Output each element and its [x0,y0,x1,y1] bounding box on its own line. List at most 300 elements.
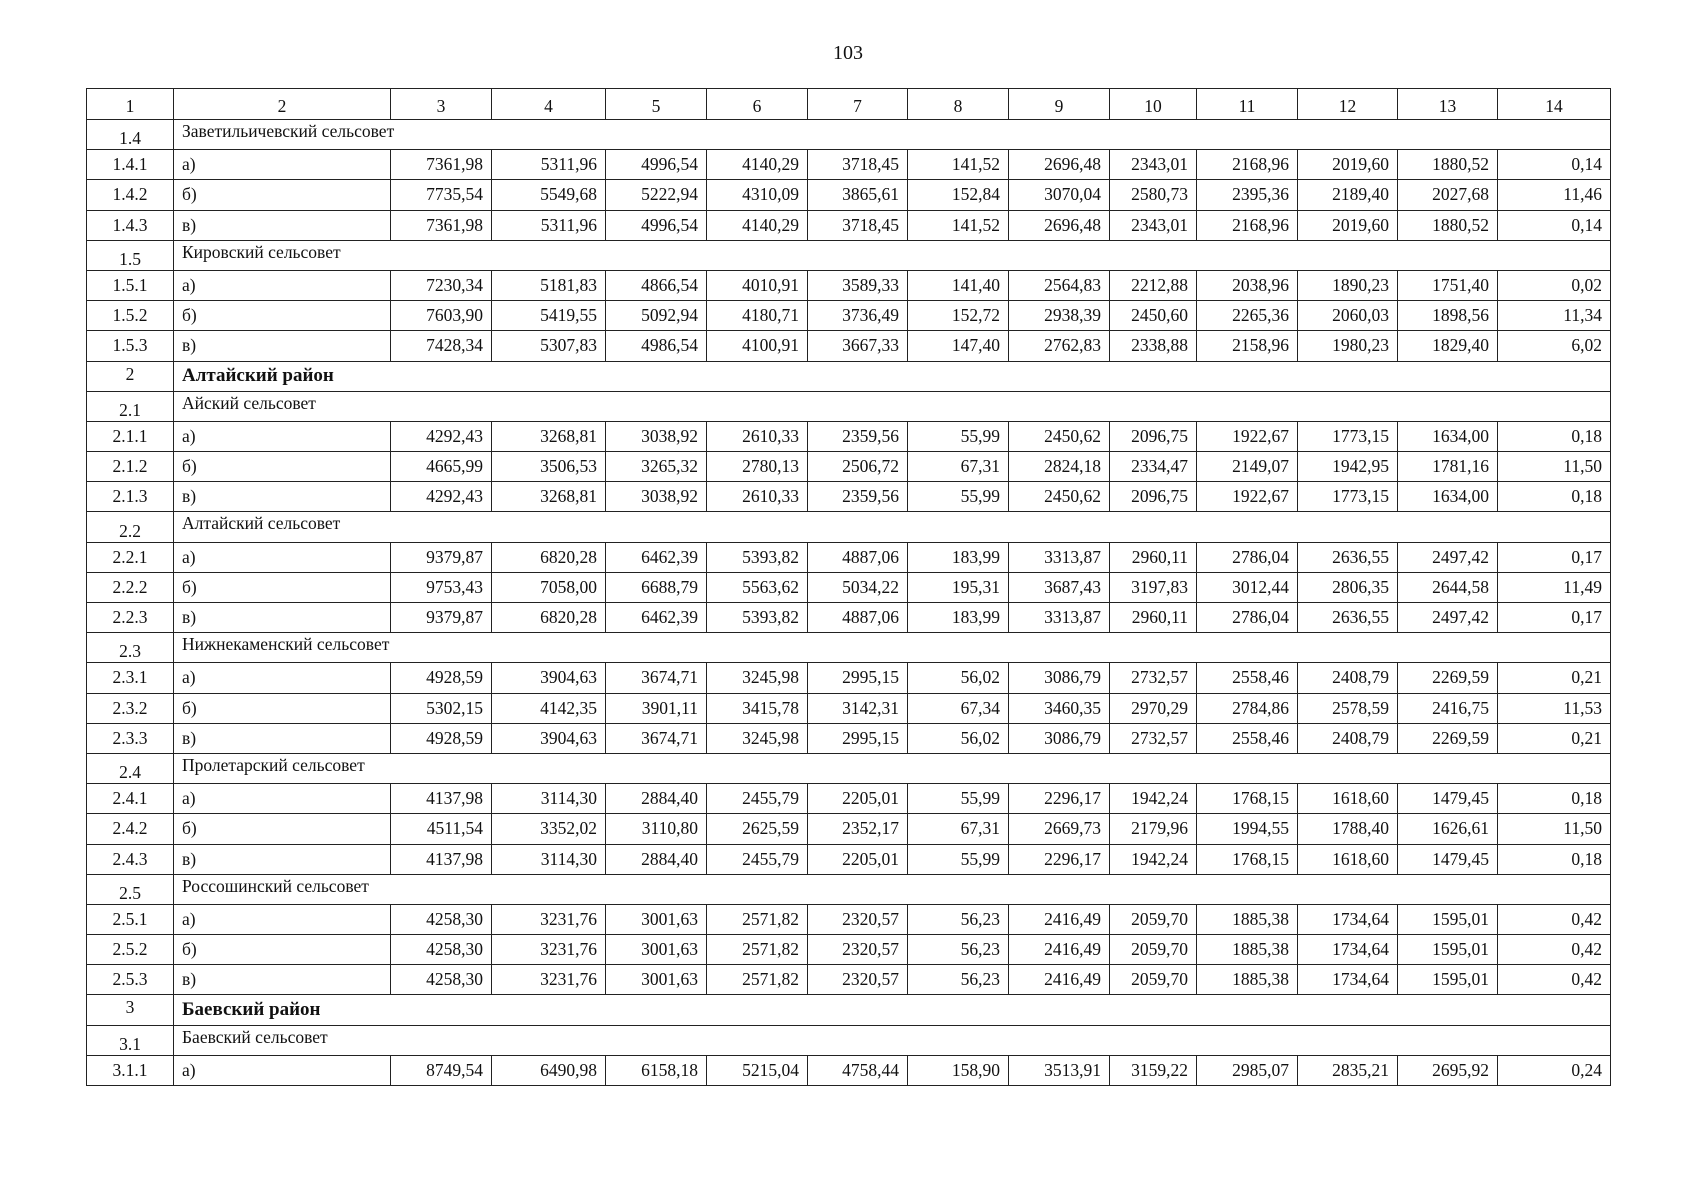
value-cell: 0,21 [1498,723,1611,753]
value-cell: 2960,11 [1110,603,1197,633]
value-cell: 0,17 [1498,542,1611,572]
settlement-name: Пролетарский сельсовет [174,753,1611,783]
row-code: 2.4.3 [87,844,174,874]
value-cell: 56,23 [908,904,1009,934]
table-row [87,844,1611,874]
value-cell: 5549,68 [492,180,606,210]
value-cell: 3268,81 [492,421,606,451]
value-cell: 195,31 [908,572,1009,602]
value-cell: 2506,72 [808,452,908,482]
settlement-name: Баевский сельсовет [174,1025,1611,1055]
value-cell: 2938,39 [1009,301,1110,331]
value-cell: 6820,28 [492,603,606,633]
table-row [87,904,1611,934]
section-row [87,874,1611,904]
value-cell: 3231,76 [492,935,606,965]
settlement-name: Кировский сельсовет [174,240,1611,270]
value-cell: 2320,57 [808,904,908,934]
district-name: Баевский район [174,995,1611,1025]
value-cell: 11,34 [1498,301,1611,331]
row-code: 1.4.2 [87,180,174,210]
value-cell: 3736,49 [808,301,908,331]
value-cell: 3086,79 [1009,663,1110,693]
value-cell: 0,14 [1498,150,1611,180]
table-row [87,663,1611,693]
row-code: 2.5 [87,874,174,904]
value-cell: 1768,15 [1197,844,1298,874]
value-cell: 4928,59 [391,663,492,693]
table-row [87,1055,1611,1085]
value-cell: 3901,11 [606,693,707,723]
value-cell: 3231,76 [492,904,606,934]
row-code: 1.4.3 [87,210,174,240]
variant-label: в) [174,844,391,874]
value-cell: 2205,01 [808,844,908,874]
settlement-name: Айский сельсовет [174,391,1611,421]
value-cell: 158,90 [908,1055,1009,1085]
value-cell: 5311,96 [492,150,606,180]
value-cell: 2320,57 [808,935,908,965]
table-row [87,301,1611,331]
value-cell: 3038,92 [606,421,707,451]
value-cell: 1880,52 [1398,210,1498,240]
value-cell: 55,99 [908,421,1009,451]
value-cell: 147,40 [908,331,1009,361]
value-cell: 55,99 [908,482,1009,512]
value-cell: 3268,81 [492,482,606,512]
variant-label: а) [174,150,391,180]
value-cell: 4258,30 [391,965,492,995]
value-cell: 3001,63 [606,904,707,934]
value-cell: 3904,63 [492,723,606,753]
variant-label: б) [174,572,391,602]
settlement-name: Нижнекаменский сельсовет [174,633,1611,663]
table-row [87,572,1611,602]
value-cell: 2786,04 [1197,542,1298,572]
value-cell: 1994,55 [1197,814,1298,844]
value-cell: 1595,01 [1398,935,1498,965]
section-row [87,512,1611,542]
value-cell: 1942,24 [1110,844,1197,874]
column-header: 4 [492,89,606,120]
value-cell: 67,31 [908,814,1009,844]
row-code: 3.1.1 [87,1055,174,1085]
settlement-name: Алтайский сельсовет [174,512,1611,542]
value-cell: 2580,73 [1110,180,1197,210]
value-cell: 3667,33 [808,331,908,361]
row-code: 2.3.2 [87,693,174,723]
value-cell: 3513,91 [1009,1055,1110,1085]
value-cell: 1595,01 [1398,965,1498,995]
value-cell: 2265,36 [1197,301,1298,331]
value-cell: 2806,35 [1298,572,1398,602]
value-cell: 3313,87 [1009,542,1110,572]
table-row [87,965,1611,995]
value-cell: 2571,82 [707,935,808,965]
variant-label: а) [174,421,391,451]
value-cell: 0,18 [1498,844,1611,874]
value-cell: 7361,98 [391,150,492,180]
value-cell: 2732,57 [1110,723,1197,753]
value-cell: 2395,36 [1197,180,1298,210]
value-cell: 4986,54 [606,331,707,361]
value-cell: 2558,46 [1197,663,1298,693]
value-cell: 2168,96 [1197,150,1298,180]
value-cell: 0,14 [1498,210,1611,240]
value-cell: 2571,82 [707,904,808,934]
value-cell: 3674,71 [606,723,707,753]
value-cell: 6,02 [1498,331,1611,361]
value-cell: 0,18 [1498,482,1611,512]
column-header: 7 [808,89,908,120]
value-cell: 2296,17 [1009,844,1110,874]
value-cell: 0,02 [1498,270,1611,300]
column-header: 11 [1197,89,1298,120]
value-cell: 2644,58 [1398,572,1498,602]
table-row [87,270,1611,300]
table-row [87,723,1611,753]
row-code: 2.4 [87,753,174,783]
column-header: 6 [707,89,808,120]
value-cell: 1626,61 [1398,814,1498,844]
value-cell: 2359,56 [808,482,908,512]
row-code: 3.1 [87,1025,174,1055]
value-cell: 11,50 [1498,814,1611,844]
value-cell: 4887,06 [808,603,908,633]
value-cell: 1885,38 [1197,904,1298,934]
value-cell: 2416,75 [1398,693,1498,723]
value-cell: 5393,82 [707,603,808,633]
row-code: 2.5.1 [87,904,174,934]
table-row [87,150,1611,180]
value-cell: 4292,43 [391,482,492,512]
row-code: 2.4.1 [87,784,174,814]
value-cell: 2455,79 [707,844,808,874]
value-cell: 1942,24 [1110,784,1197,814]
value-cell: 5092,94 [606,301,707,331]
section-row [87,391,1611,421]
value-cell: 7058,00 [492,572,606,602]
value-cell: 4758,44 [808,1055,908,1085]
row-code: 2.2.2 [87,572,174,602]
district-row [87,361,1611,391]
value-cell: 2338,88 [1110,331,1197,361]
value-cell: 1768,15 [1197,784,1298,814]
value-cell: 1751,40 [1398,270,1498,300]
value-cell: 4258,30 [391,904,492,934]
variant-label: а) [174,1055,391,1085]
column-header: 13 [1398,89,1498,120]
value-cell: 3415,78 [707,693,808,723]
table-row [87,935,1611,965]
value-cell: 2158,96 [1197,331,1298,361]
variant-label: б) [174,814,391,844]
value-cell: 3718,45 [808,210,908,240]
row-code: 1.5 [87,240,174,270]
value-cell: 11,53 [1498,693,1611,723]
value-cell: 2960,11 [1110,542,1197,572]
header-row [87,89,1611,120]
page-number: 103 [833,42,863,64]
value-cell: 2762,83 [1009,331,1110,361]
value-cell: 4292,43 [391,421,492,451]
row-code: 2.4.2 [87,814,174,844]
row-code: 2.2 [87,512,174,542]
value-cell: 2564,83 [1009,270,1110,300]
value-cell: 5307,83 [492,331,606,361]
value-cell: 7361,98 [391,210,492,240]
variant-label: а) [174,270,391,300]
value-cell: 2205,01 [808,784,908,814]
section-row [87,753,1611,783]
column-header: 3 [391,89,492,120]
value-cell: 2269,59 [1398,723,1498,753]
value-cell: 56,02 [908,723,1009,753]
value-cell: 2059,70 [1110,935,1197,965]
value-cell: 3245,98 [707,723,808,753]
column-header: 9 [1009,89,1110,120]
column-header: 10 [1110,89,1197,120]
value-cell: 8749,54 [391,1055,492,1085]
value-cell: 2149,07 [1197,452,1298,482]
value-cell: 0,18 [1498,784,1611,814]
row-code: 2.1 [87,391,174,421]
value-cell: 67,31 [908,452,1009,482]
value-cell: 2995,15 [808,663,908,693]
variant-label: а) [174,784,391,814]
value-cell: 5563,62 [707,572,808,602]
variant-label: в) [174,723,391,753]
value-cell: 1788,40 [1298,814,1398,844]
row-code: 1.4 [87,120,174,150]
value-cell: 4928,59 [391,723,492,753]
value-cell: 6490,98 [492,1055,606,1085]
value-cell: 3265,32 [606,452,707,482]
column-header: 5 [606,89,707,120]
value-cell: 141,52 [908,210,1009,240]
value-cell: 3313,87 [1009,603,1110,633]
table-row [87,482,1611,512]
section-row [87,1025,1611,1055]
row-code: 1.5.3 [87,331,174,361]
value-cell: 1880,52 [1398,150,1498,180]
value-cell: 3086,79 [1009,723,1110,753]
variant-label: б) [174,180,391,210]
value-cell: 2732,57 [1110,663,1197,693]
value-cell: 2352,17 [808,814,908,844]
value-cell: 2558,46 [1197,723,1298,753]
value-cell: 141,40 [908,270,1009,300]
value-cell: 1829,40 [1398,331,1498,361]
value-cell: 1922,67 [1197,421,1298,451]
value-cell: 2027,68 [1398,180,1498,210]
row-code: 2.5.2 [87,935,174,965]
value-cell: 2625,59 [707,814,808,844]
value-cell: 9753,43 [391,572,492,602]
value-cell: 4140,29 [707,150,808,180]
value-cell: 4996,54 [606,150,707,180]
value-cell: 3001,63 [606,965,707,995]
value-cell: 1734,64 [1298,904,1398,934]
variant-label: а) [174,904,391,934]
value-cell: 0,18 [1498,421,1611,451]
row-code: 2.3.3 [87,723,174,753]
value-cell: 1898,56 [1398,301,1498,331]
variant-label: б) [174,452,391,482]
value-cell: 2780,13 [707,452,808,482]
value-cell: 11,50 [1498,452,1611,482]
table-row [87,421,1611,451]
value-cell: 3904,63 [492,663,606,693]
value-cell: 2578,59 [1298,693,1398,723]
value-cell: 5215,04 [707,1055,808,1085]
row-code: 3 [87,995,174,1025]
value-cell: 152,72 [908,301,1009,331]
value-cell: 4140,29 [707,210,808,240]
value-cell: 2408,79 [1298,723,1398,753]
value-cell: 5034,22 [808,572,908,602]
value-cell: 2669,73 [1009,814,1110,844]
table-row [87,603,1611,633]
value-cell: 67,34 [908,693,1009,723]
value-cell: 2019,60 [1298,150,1398,180]
value-cell: 2497,42 [1398,542,1498,572]
value-cell: 0,42 [1498,904,1611,934]
value-cell: 2038,96 [1197,270,1298,300]
value-cell: 2296,17 [1009,784,1110,814]
value-cell: 2096,75 [1110,482,1197,512]
row-code: 1.5.2 [87,301,174,331]
value-cell: 11,46 [1498,180,1611,210]
value-cell: 7735,54 [391,180,492,210]
value-cell: 3070,04 [1009,180,1110,210]
column-header: 1 [87,89,174,120]
value-cell: 2497,42 [1398,603,1498,633]
value-cell: 5302,15 [391,693,492,723]
value-cell: 2450,62 [1009,482,1110,512]
value-cell: 2450,62 [1009,421,1110,451]
value-cell: 1781,16 [1398,452,1498,482]
value-cell: 2269,59 [1398,663,1498,693]
variant-label: б) [174,301,391,331]
value-cell: 4010,91 [707,270,808,300]
variant-label: б) [174,935,391,965]
value-cell: 3506,53 [492,452,606,482]
value-cell: 3352,02 [492,814,606,844]
value-cell: 0,42 [1498,965,1611,995]
value-cell: 4180,71 [707,301,808,331]
value-cell: 2096,75 [1110,421,1197,451]
value-cell: 3460,35 [1009,693,1110,723]
value-cell: 3159,22 [1110,1055,1197,1085]
settlement-name: Заветильичевский сельсовет [174,120,1611,150]
variant-label: в) [174,482,391,512]
value-cell: 183,99 [908,603,1009,633]
value-cell: 2408,79 [1298,663,1398,693]
value-cell: 2416,49 [1009,935,1110,965]
value-cell: 0,42 [1498,935,1611,965]
value-cell: 1922,67 [1197,482,1298,512]
variant-label: в) [174,331,391,361]
table-row [87,331,1611,361]
value-cell: 55,99 [908,784,1009,814]
row-code: 1.5.1 [87,270,174,300]
value-cell: 2416,49 [1009,904,1110,934]
section-row [87,240,1611,270]
table-row [87,693,1611,723]
section-row [87,120,1611,150]
row-code: 2.1.2 [87,452,174,482]
value-cell: 11,49 [1498,572,1611,602]
value-cell: 6462,39 [606,603,707,633]
value-cell: 7603,90 [391,301,492,331]
variant-label: в) [174,210,391,240]
value-cell: 3038,92 [606,482,707,512]
value-cell: 1734,64 [1298,935,1398,965]
row-code: 2 [87,361,174,391]
value-cell: 1773,15 [1298,482,1398,512]
value-cell: 3110,80 [606,814,707,844]
row-code: 2.3.1 [87,663,174,693]
value-cell: 2824,18 [1009,452,1110,482]
value-cell: 5419,55 [492,301,606,331]
value-cell: 2610,33 [707,421,808,451]
section-row [87,633,1611,663]
value-cell: 0,17 [1498,603,1611,633]
value-cell: 2359,56 [808,421,908,451]
value-cell: 1479,45 [1398,844,1498,874]
column-header: 12 [1298,89,1398,120]
value-cell: 1634,00 [1398,482,1498,512]
value-cell: 6820,28 [492,542,606,572]
value-cell: 183,99 [908,542,1009,572]
value-cell: 1595,01 [1398,904,1498,934]
variant-label: в) [174,965,391,995]
value-cell: 3001,63 [606,935,707,965]
value-cell: 1942,95 [1298,452,1398,482]
value-cell: 4310,09 [707,180,808,210]
row-code: 2.3 [87,633,174,663]
value-cell: 1618,60 [1298,844,1398,874]
value-cell: 7428,34 [391,331,492,361]
value-cell: 4137,98 [391,844,492,874]
value-cell: 3718,45 [808,150,908,180]
value-cell: 3142,31 [808,693,908,723]
value-cell: 0,24 [1498,1055,1611,1085]
value-cell: 2884,40 [606,844,707,874]
value-cell: 2455,79 [707,784,808,814]
value-cell: 2343,01 [1110,210,1197,240]
value-cell: 5181,83 [492,270,606,300]
row-code: 2.1.3 [87,482,174,512]
value-cell: 2343,01 [1110,150,1197,180]
value-cell: 1890,23 [1298,270,1398,300]
variant-label: а) [174,542,391,572]
value-cell: 2636,55 [1298,603,1398,633]
value-cell: 2884,40 [606,784,707,814]
value-cell: 2610,33 [707,482,808,512]
value-cell: 152,84 [908,180,1009,210]
value-cell: 2696,48 [1009,210,1110,240]
value-cell: 2995,15 [808,723,908,753]
row-code: 2.2.3 [87,603,174,633]
value-cell: 1618,60 [1298,784,1398,814]
value-cell: 1479,45 [1398,784,1498,814]
value-cell: 2636,55 [1298,542,1398,572]
value-cell: 5311,96 [492,210,606,240]
value-cell: 7230,34 [391,270,492,300]
value-cell: 3197,83 [1110,572,1197,602]
